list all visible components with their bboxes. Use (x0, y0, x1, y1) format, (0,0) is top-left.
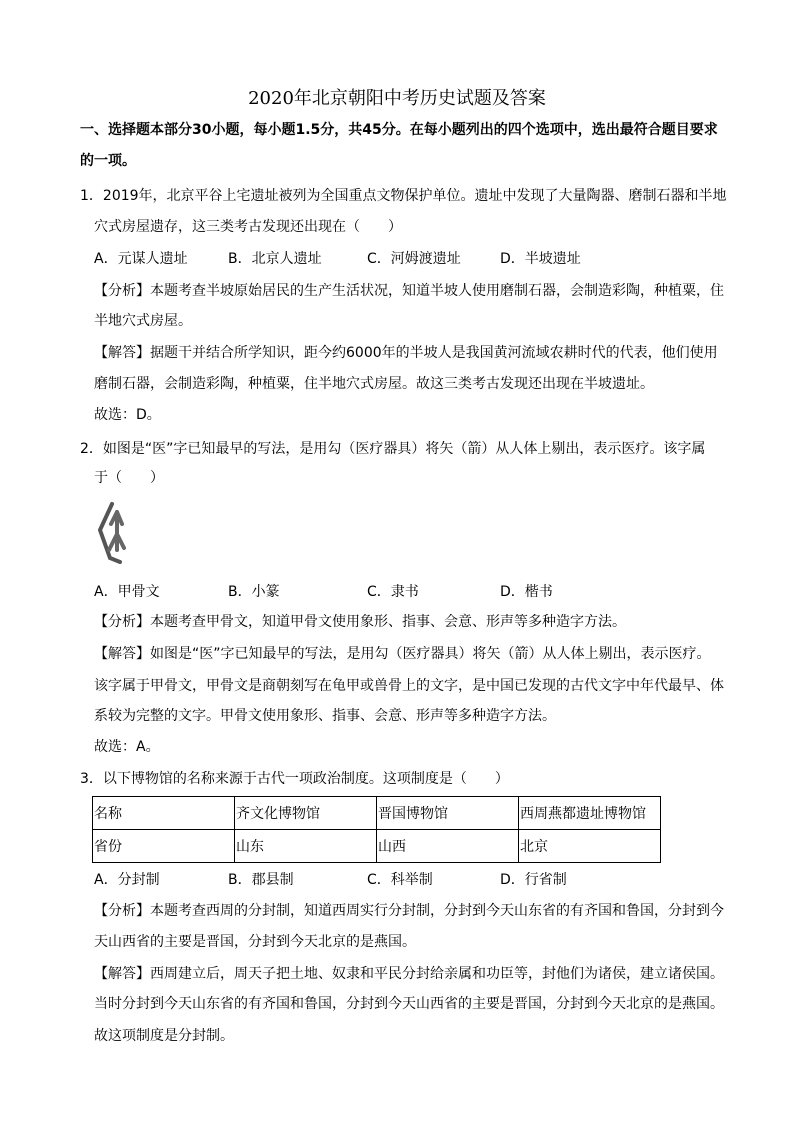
table-row (93, 830, 661, 863)
q3-option-d: D．行省制 (500, 872, 567, 888)
q3-answer-cont2: 故这项制度是分封制。 (94, 1028, 234, 1044)
q1-stem-cont: 穴式房屋遗存，这三类考古发现还出现在（ ） (94, 219, 402, 235)
q2-option-d: D．楷书 (500, 584, 553, 600)
q3-option-c: C．科举制 (367, 872, 433, 888)
table-cell: 晋国博物馆 (377, 797, 519, 830)
q3-option-a: A．分封制 (94, 872, 160, 888)
q3-analysis-cont: 天山西省的主要是晋国，分封到今天北京的是燕国。 (94, 934, 416, 950)
q1-option-a: A．元谋人遗址 (94, 251, 188, 267)
q3-stem: 3．以下博物馆的名称来源于古代一项政治制度。这项制度是（ ） (80, 771, 509, 787)
q2-option-c: C．隶书 (367, 584, 419, 600)
table-cell: 北京 (519, 830, 661, 863)
q2-option-a: A．甲骨文 (94, 584, 160, 600)
table-cell: 齐文化博物馆 (235, 797, 377, 830)
page-title: 2020年北京朝阳中考历史试题及答案 (248, 88, 546, 109)
q1-analysis-cont: 半地穴式房屋。 (94, 313, 192, 329)
section-heading: 一、选择题本部分30小题，每小题1.5分，共45分。在每小题列出的四个选项中，选出最符合题目要求 (80, 122, 718, 138)
q3-analysis: 【分析】本题考查西周的分封制，知道西周实行分封制，分封到今天山东省的有齐国和鲁国，分封到今 (94, 903, 724, 919)
q3-answer-cont: 当时分封到今天山东省的有齐国和鲁国，分封到今天山西省的主要是晋国，分封到今天北京的是燕国。 (94, 996, 724, 1012)
q1-answer-cont: 磨制石器，会制造彩陶，种植粟，住半地穴式房屋。故这三类考古发现还出现在半坡遗址。 (94, 376, 654, 392)
q1-choice: 故选：D。 (94, 407, 161, 423)
q2-option-b: B．小篆 (228, 584, 280, 600)
section-heading-cont: 的一项。 (80, 153, 136, 169)
q2-answer: 【解答】如图是“医”字已知最早的写法，是用勾（医疗器具）将矢（箭）从人体上剔出，表示医疗。 (94, 646, 711, 662)
q1-option-d: D．半坡遗址 (500, 251, 581, 267)
table-row (93, 797, 661, 830)
table-cell: 省份 (93, 830, 235, 863)
q2-choice: 故选：A。 (94, 739, 160, 755)
museum-table (92, 796, 661, 863)
q2-stem: 2．如图是“医”字已知最早的写法，是用勾（医疗器具）将矢（箭）从人体上剔出，表示医疗。该字属 (80, 441, 706, 457)
table-cell: 山西 (377, 830, 519, 863)
q3-option-b: B．郡县制 (228, 872, 294, 888)
q2-stem-cont: 于（ ） (94, 470, 164, 486)
q2-analysis: 【分析】本题考查甲骨文，知道甲骨文使用象形、指事、会意、形声等多种造字方法。 (94, 614, 626, 630)
table-cell: 名称 (93, 797, 235, 830)
q2-answer-cont: 该字属于甲骨文，甲骨文是商朝刻写在龟甲或兽骨上的文字，是中国已发现的古代文字中年代最早、体 (94, 678, 724, 694)
q1-stem: 1．2019年，北京平谷上宅遗址被列为全国重点文物保护单位。遗址中发现了大量陶器、磨制石器和半地 (80, 188, 727, 204)
oracle-bone-yi-character-image (94, 500, 134, 566)
q1-answer: 【解答】据题干并结合所学知识，距今约6000年的半坡人是我国黄河流域农耕时代的代表，他们使用 (94, 345, 718, 361)
q3-answer: 【解答】西周建立后，周天子把土地、奴隶和平民分封给亲属和功臣等，封他们为诸侯，建立诸侯国。 (94, 966, 724, 982)
table-cell: 山东 (235, 830, 377, 863)
q2-answer-cont2: 系较为完整的文字。甲骨文使用象形、指事、会意、形声等多种造字方法。 (94, 708, 556, 724)
q1-option-b: B．北京人遗址 (228, 251, 322, 267)
q1-analysis: 【分析】本题考查半坡原始居民的生产生活状况，知道半坡人使用磨制石器，会制造彩陶，种植粟，住 (94, 283, 724, 299)
table-cell: 西周燕都遗址博物馆 (519, 797, 661, 830)
q1-option-c: C．河姆渡遗址 (367, 251, 461, 267)
